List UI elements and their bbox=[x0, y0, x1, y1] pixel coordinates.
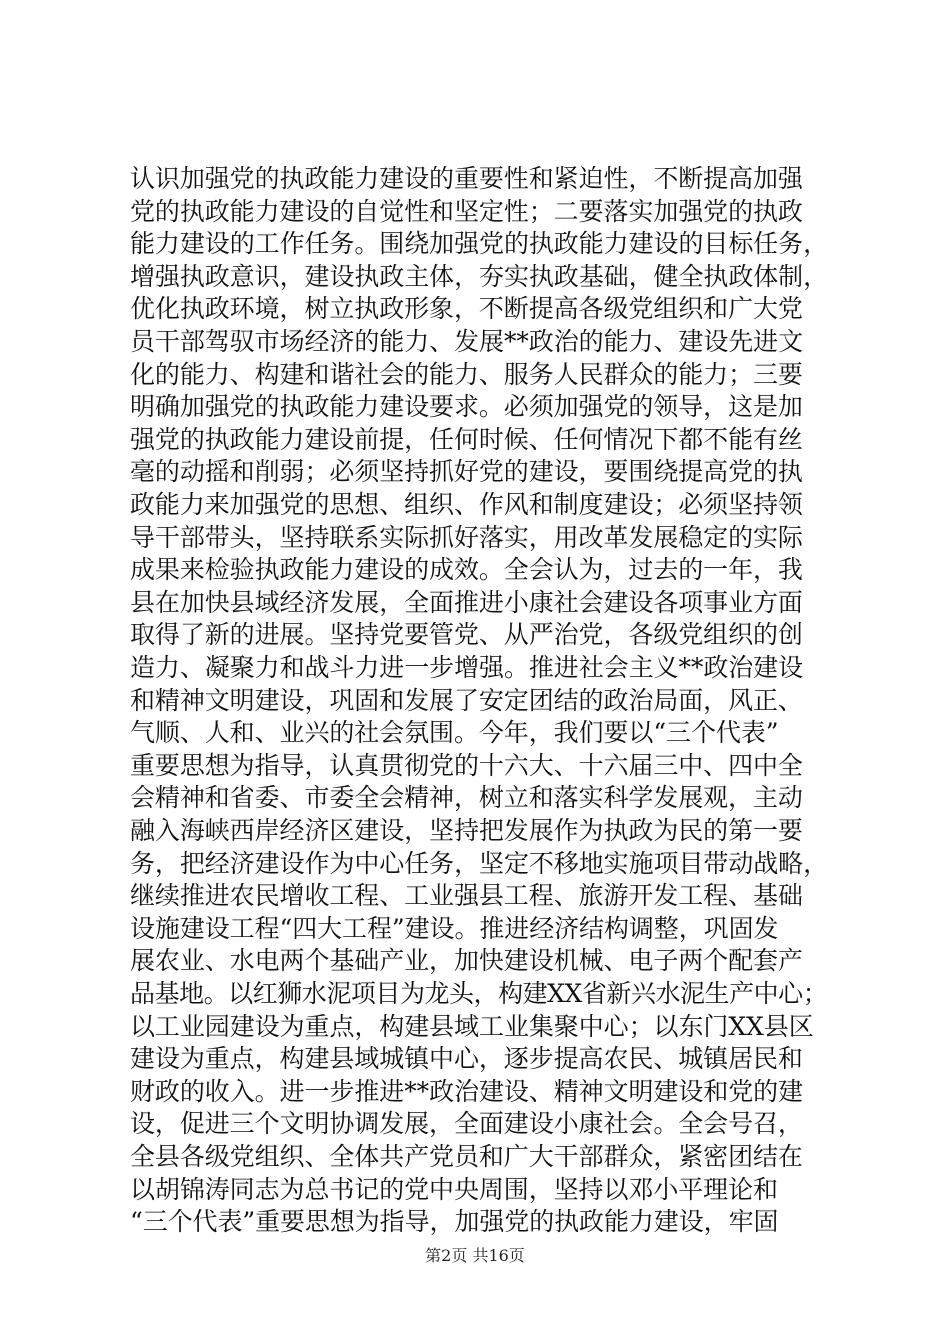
page-footer: 第2页 共16页 bbox=[425, 1246, 525, 1265]
text-line: 设，促进三个文明协调发展，全面建设小康社会。全会号召， bbox=[130, 1109, 803, 1139]
text-line: 财政的收入。进一步推进**政治建设、精神文明建设和党的建 bbox=[130, 1076, 804, 1106]
text-line: 重要思想为指导，认真贯彻党的十六大、十六届三中、四中全 bbox=[130, 750, 803, 780]
text-line: 和精神文明建设，巩固和发展了安定团结的政治局面，风正、 bbox=[130, 685, 803, 715]
text-line: 党的执政能力建设的自觉性和坚定性；二要落实加强党的执政 bbox=[130, 196, 803, 226]
text-line: 设施建设工程“四大工程”建设。推进经济结构调整，巩固发 bbox=[130, 913, 779, 943]
text-line: 能力建设的工作任务。围绕加强党的执政能力建设的目标任务， bbox=[130, 229, 829, 259]
text-line: 优化执政环境，树立执政形象，不断提高各级党组织和广大党 bbox=[130, 294, 803, 324]
text-line: 员干部驾驭市场经济的能力、发展**政治的能力、建设先进文 bbox=[130, 327, 804, 356]
text-line: 明确加强党的执政能力建设要求。必须加强党的领导，这是加 bbox=[130, 392, 803, 422]
text-line: “三个代表”重要思想为指导，加强党的执政能力建设，牢固 bbox=[130, 1207, 779, 1237]
text-line: 继续推进农民增收工程、工业强县工程、旅游开发工程、基础 bbox=[130, 881, 803, 911]
text-line: 融入海峡西岸经济区建设，坚持把发展作为执政为民的第一要 bbox=[130, 816, 803, 845]
text-line: 造力、凝聚力和战斗力进一步增强。推进社会主义**政治建设 bbox=[130, 653, 804, 682]
text-line: 会精神和省委、市委全会精神，树立和落实科学发展观，主动 bbox=[130, 783, 803, 813]
text-line: 以工业园建设为重点，构建县域工业集聚中心；以东门XX县区 bbox=[130, 1011, 814, 1041]
text-line: 增强执政意识，建设执政主体，夯实执政基础，健全执政体制， bbox=[130, 261, 829, 291]
text-line: 气顺、人和、业兴的社会氛围。今年，我们要以“三个代表” bbox=[130, 718, 779, 748]
text-line: 县在加快县域经济发展，全面推进小康社会建设各项事业方面 bbox=[130, 587, 803, 617]
text-line: 建设为重点，构建县域城镇中心，逐步提高农民、城镇居民和 bbox=[130, 1044, 803, 1074]
text-line: 成果来检验执政能力建设的成效。全会认为，过去的一年，我 bbox=[130, 555, 803, 585]
text-line: 毫的动摇和削弱；必须坚持抓好党的建设，要围绕提高党的执 bbox=[130, 457, 803, 487]
text-line: 导干部带头，坚持联系实际抓好落实，用改革发展稳定的实际 bbox=[130, 522, 803, 552]
text-line: 品基地。以红狮水泥项目为龙头，构建XX省新兴水泥生产中心； bbox=[130, 979, 828, 1008]
text-line: 强党的执政能力建设前提，任何时候、任何情况下都不能有丝 bbox=[130, 424, 803, 454]
text-line: 政能力来加强党的思想、组织、作风和制度建设；必须坚持领 bbox=[130, 490, 803, 519]
text-line: 以胡锦涛同志为总书记的党中央周围，坚持以邓小平理论和 bbox=[130, 1174, 778, 1204]
text-line: 全县各级党组织、全体共产党员和广大干部群众，紧密团结在 bbox=[130, 1142, 803, 1171]
text-line: 取得了新的进展。坚持党要管党、从严治党，各级党组织的创 bbox=[130, 620, 803, 650]
text-line: 务，把经济建设作为中心任务，坚定不移地实施项目带动战略， bbox=[130, 848, 829, 878]
text-line: 化的能力、构建和谐社会的能力、服务人民群众的能力；三要 bbox=[130, 359, 803, 389]
text-line: 认识加强党的执政能力建设的重要性和紧迫性，不断提高加强 bbox=[130, 164, 803, 193]
text-line: 展农业、水电两个基础产业，加快建设机械、电子两个配套产 bbox=[130, 946, 803, 976]
